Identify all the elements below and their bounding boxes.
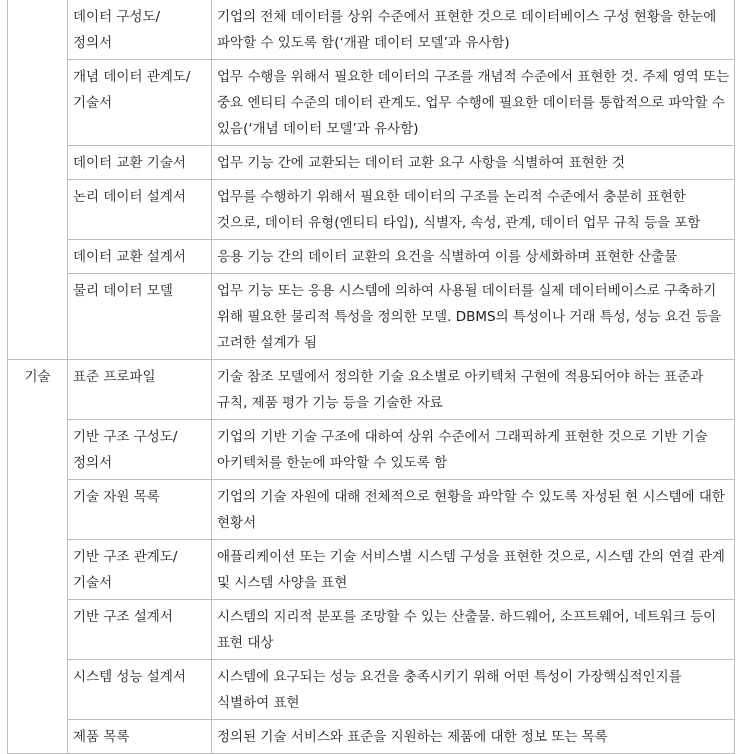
artifact-name: 데이터 교환 기술서 [68,146,212,180]
table-row [8,0,735,60]
artifact-name: 데이터 구성도/ 정의서 [68,0,212,60]
artifact-name: 제품 목록 [68,720,212,754]
artifact-description: 시스템의 지리적 분포를 조망할 수 있는 산출물. 하드웨어, 소프트웨어, 네트워크 등이 표현 대상 [212,600,735,660]
architecture-artifacts-table [7,0,735,754]
artifact-name: 데이터 교환 설계서 [68,240,212,274]
table-row [8,274,735,360]
table-row [8,540,735,600]
artifact-name: 기반 구조 관계도/ 기술서 [68,540,212,600]
table-row [8,720,735,754]
artifact-description: 애플리케이션 또는 기술 서비스별 시스템 구성을 표현한 것으로, 시스템 간의 연결 관계 및 시스템 사양을 표현 [212,540,735,600]
artifact-name: 표준 프로파일 [68,360,212,420]
artifact-name: 기술 자원 목록 [68,480,212,540]
table-row [8,146,735,180]
table-row [8,180,735,240]
table-row [8,360,735,420]
artifact-description: 업무 기능 간에 교환되는 데이터 교환 요구 사항을 식별하여 표현한 것 [212,146,735,180]
category-cell-data-continued [8,0,68,360]
table-row [8,660,735,720]
artifact-name: 개념 데이터 관계도/ 기술서 [68,60,212,146]
artifact-description: 시스템에 요구되는 성능 요건을 충족시키기 위해 어떤 특성이 가장핵심적인지를 식별하여 표현 [212,660,735,720]
table-row [8,600,735,660]
artifact-description: 응용 기능 간의 데이터 교환의 요건을 식별하여 이를 상세화하며 표현한 산출물 [212,240,735,274]
table-row [8,420,735,480]
artifact-description: 업무 수행을 위해서 필요한 데이터의 구조를 개념적 수준에서 표현한 것. 주제 영역 또는 중요 엔티티 수준의 데이터 관계도. 업무 수행에 필요한 데이터를 통합적으로 파악할 수 있음(‘개념 데이터 모델’과 유사함) [212,60,735,146]
artifact-name: 기반 구조 설계서 [68,600,212,660]
artifact-name: 논리 데이터 설계서 [68,180,212,240]
table-row [8,240,735,274]
artifact-description: 기술 참조 모델에서 정의한 기술 요소별로 아키텍처 구현에 적용되어야 하는 표준과 규칙, 제품 평가 기능 등을 기술한 자료 [212,360,735,420]
artifact-description: 정의된 기술 서비스와 표준을 지원하는 제품에 대한 정보 또는 목록 [212,720,735,754]
artifact-description: 업무를 수행하기 위해서 필요한 데이터의 구조를 논리적 수준에서 충분히 표현한 것으로, 데이터 유형(엔티티 타입), 식별자, 속성, 관계, 데이터 업무 규칙 등을 포함 [212,180,735,240]
artifact-name: 기반 구조 구성도/ 정의서 [68,420,212,480]
artifact-description: 업무 기능 또는 응용 시스템에 의하여 사용될 데이터를 실제 데이터베이스로 구축하기 위해 필요한 물리적 특성을 정의한 모델. DBMS의 특성이나 거래 특성, 성능 요건 등을 고려한 설계가 됨 [212,274,735,360]
artifact-description: 기업의 기반 기술 구조에 대하여 상위 수준에서 그래픽하게 표현한 것으로 기반 기술 아키텍처를 한눈에 파악할 수 있도록 함 [212,420,735,480]
artifact-description: 기업의 전체 데이터를 상위 수준에서 표현한 것으로 데이터베이스 구성 현황을 한눈에 파악할 수 있도록 함(‘개괄 데이터 모델’과 유사함) [212,0,735,60]
table-row [8,60,735,146]
table-row [8,480,735,540]
artifact-name: 시스템 성능 설계서 [68,660,212,720]
artifact-name: 물리 데이터 모델 [68,274,212,360]
artifact-description: 기업의 기술 자원에 대해 전체적으로 현황을 파악할 수 있도록 자성된 현 시스템에 대한 현황서 [212,480,735,540]
category-cell-tech: 기술 [8,360,68,754]
